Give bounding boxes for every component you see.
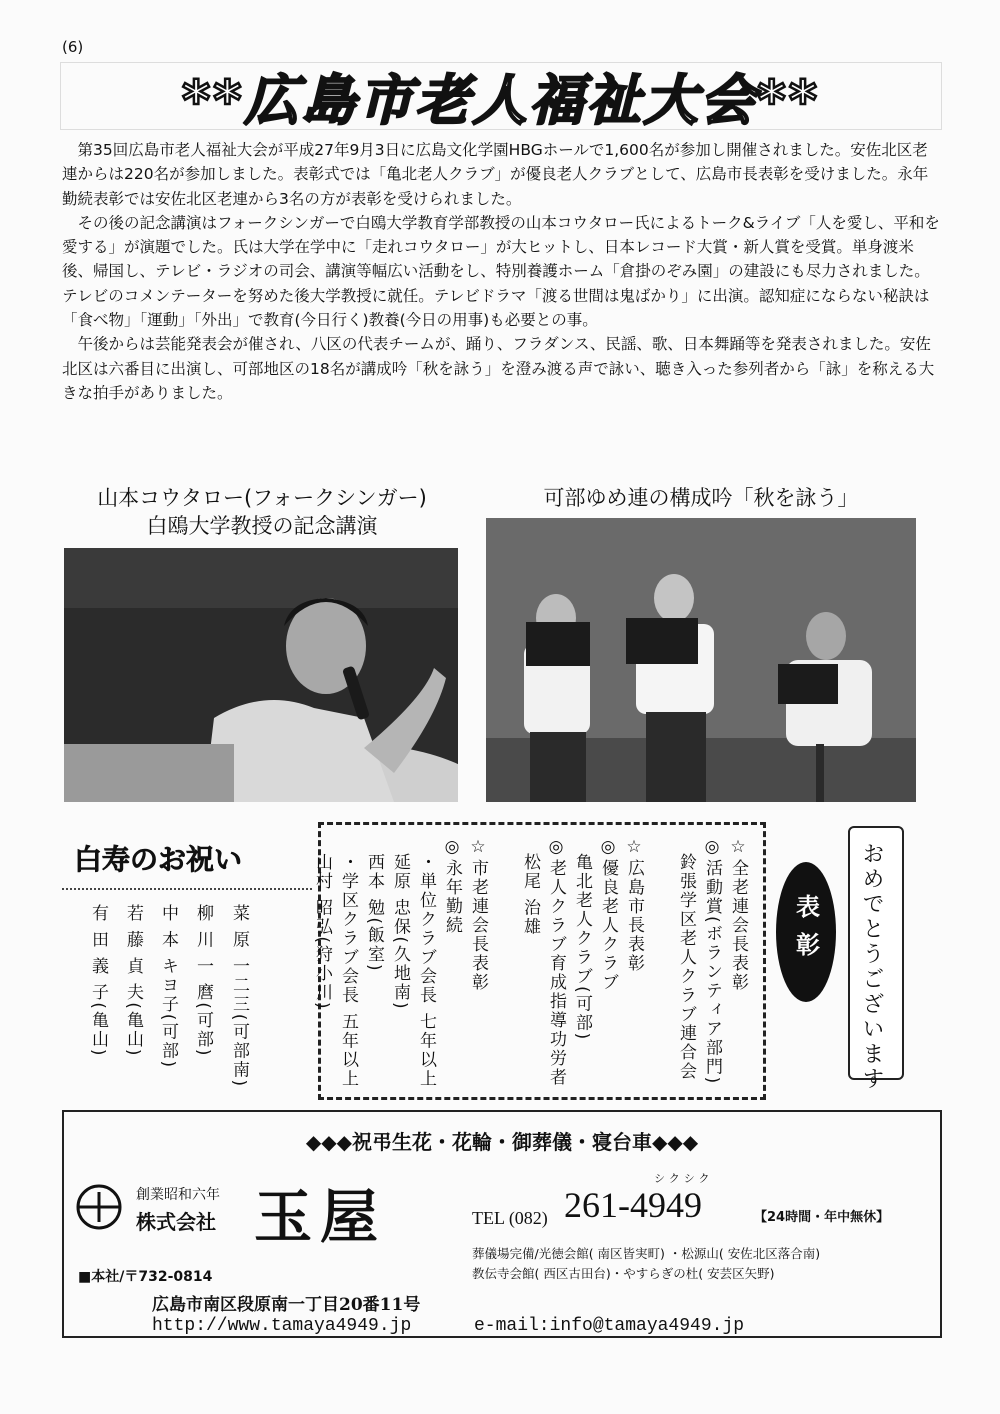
website-link[interactable]: http://www.tamaya4949.jp: [152, 1316, 412, 1336]
award-line-5: ◎優良老人クラブ: [598, 837, 618, 992]
hakuju-name-1: 菜 原 一二三(可部南): [229, 904, 249, 1089]
venues-line-2: 教伝寺会館( 西区古田台)・やすらぎの杜( 安芸区矢野): [472, 1266, 775, 1281]
tel-ruby: シクシク: [654, 1172, 714, 1185]
hakuju-name-3: 中 本 キヨ子(可部): [158, 904, 178, 1070]
award-line-15: 山村 昭弘(狩小川): [312, 853, 332, 1011]
ad-founded: 創業昭和六年: [136, 1187, 220, 1203]
speaker-photo: [64, 548, 458, 802]
advertisement: [62, 1110, 942, 1338]
intro-paragraph-1: 第35回広島市老人福祉大会が平成27年9月3日に広島文化学園HBGホールで1,600名が参加し開催されました。安佐北区老連からは220名が参加しました。表彰式では「亀北老人クラブ」が優良老人クラブとして、広島市長表彰を受けました。永年勤続表彰では安佐北区老連から3名の方が表彰を受けられました。: [62, 141, 929, 208]
award-line-14: ・学区クラブ会長 五年以上: [338, 853, 358, 1089]
intro-paragraph-3: 午後からは芸能発表会が催され、八区の代表チームが、踊り、フラダンス、民謡、歌、日本舞踊等を発表されました。安佐北区は六番目に出演し、可部地区の18名が講成吟「秋を詠う」を澄み渡る声で詠い、聴き入った参列者から「詠」を称える大きな拍手がありました。: [62, 335, 935, 402]
hakuju-name-5: 有 田 義 子(亀山): [88, 904, 108, 1058]
tel-number[interactable]: 261-4949: [564, 1185, 702, 1225]
congrats-text: おめでとうございます: [859, 842, 884, 1092]
hakuju-heading: 白寿のお祝い: [74, 843, 243, 876]
email-link[interactable]: e-mail:info@tamaya4949.jp: [474, 1316, 745, 1336]
left-photo-caption: [62, 484, 462, 540]
left-caption-line-1: 山本コウタロー(フォークシンガー): [97, 486, 427, 510]
tel-note: 【24時間・年中無休】: [754, 1210, 890, 1225]
divider: [62, 888, 312, 890]
company-logo-icon: [74, 1182, 124, 1232]
hakuju-name-2: 柳 川 一 麿(可部): [193, 904, 213, 1058]
left-caption-line-2: 白鴎大学教授の記念講演: [146, 514, 378, 538]
venues-line-1: 葬儀場完備/光徳会館( 南区皆実町) ・松源山( 安佐北区落合南): [472, 1246, 821, 1261]
hq-postal: ■本社/〒732-0814: [78, 1269, 213, 1285]
award-line-9: ☆市老連会長表彰: [468, 837, 488, 992]
ad-tagline: ◆◆◆祝弔生花・花輪・御葬儀・寝台車◆◆◆: [305, 1130, 699, 1154]
hakuju-name-4: 若 藤 貞 夫(亀山): [123, 904, 143, 1058]
award-line-3: 鈴張学区老人クラブ連合会: [676, 853, 696, 1081]
award-line-12: 延原 忠保(久地南): [390, 853, 410, 1011]
award-line-10: ◎永年勤続: [442, 837, 462, 935]
award-line-7: ◎老人クラブ育成指導功労者: [546, 837, 566, 1087]
award-line-13: 西本 勉(飯室): [364, 853, 384, 973]
intro-text: [62, 138, 942, 405]
intro-paragraph-2: その後の記念講演はフォークシンガーで白鴎大学教育学部教授の山本コウタロー氏によるトーク&ライブ「人を愛し、平和を愛する」が演題でした。氏は大学在学中に「走れコウタロー」が大ヒットし、日本レコード大賞・新人賞を受賞。単身渡米後、帰国し、テレビ・ラジオの司会、講演等幅広い活動をし、特別養護ホーム「倉掛のぞみ園」の建設にも尽力されました。テレビのコメンテーターを努めた後大学教授に就任。テレビドラマ「渡る世間は鬼ばかり」に出演。認知症にならない秘訣は「食べ物」「運動」「外出」で教育(今日行く)教養(今日の用事)も必要との事。: [62, 213, 940, 330]
page-title: **広島市老人福祉大会**: [60, 62, 942, 130]
right-photo-caption: 可部ゆめ連の構成吟「秋を詠う」: [543, 486, 859, 510]
page-number: (6): [62, 38, 84, 56]
award-line-8: 松尾 治雄: [520, 853, 540, 937]
congrats-scroll: [848, 826, 904, 1092]
award-line-11: ・単位クラブ会長 七年以上: [416, 853, 436, 1089]
award-line-6: 亀北老人クラブ(可部): [572, 853, 592, 1042]
award-badge: 表彰: [776, 862, 836, 1002]
award-line-4: ☆広島市長表彰: [624, 837, 644, 973]
chorus-photo: [486, 518, 916, 802]
hq-address: 広島市南区段原南一丁目20番11号: [152, 1295, 421, 1315]
venues: [472, 1244, 820, 1284]
awards-box: [312, 822, 766, 1100]
company-name: 玉屋: [254, 1183, 387, 1251]
award-line-1: ☆全老連会長表彰: [728, 837, 748, 992]
tel-label: TEL (082): [472, 1208, 548, 1228]
award-line-2: ◎活動賞(ボランティア部門): [702, 837, 722, 1086]
ad-company-type: 株式会社: [136, 1210, 216, 1234]
